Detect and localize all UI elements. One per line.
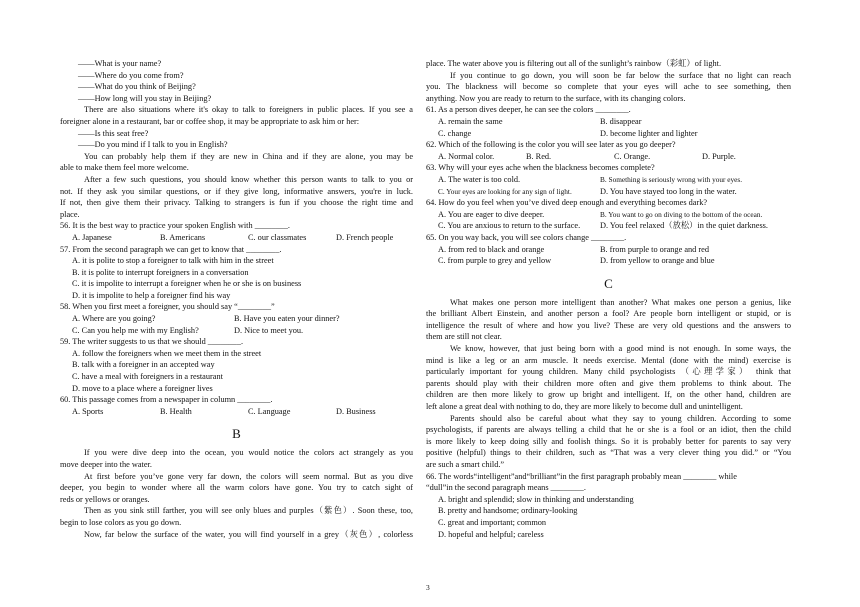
dialog-line: ——What do you think of Beijing?: [78, 82, 196, 92]
options-row: [60, 406, 413, 418]
question-stem: 58. When you first meet a foreigner, you should say “________”: [60, 302, 275, 312]
option: C. Can you help me with my English?: [72, 325, 199, 335]
question-stem: 59. The writer suggests to us that we should ________.: [60, 337, 244, 347]
dialog-line: ——Do you mind if I talk to you in English?: [78, 140, 228, 150]
text-line: Then as you sink still farther, you will see only blues and purples（紫色）. Soon these, too,: [84, 506, 413, 516]
paragraph: [426, 413, 791, 471]
option: C. change: [438, 128, 472, 138]
option: B. You want to go on diving to the bottom of the ocean.: [600, 209, 763, 219]
options-row: [426, 174, 791, 186]
text-line: them are still not clear.: [426, 332, 502, 342]
right-column: [426, 58, 791, 540]
question-60: [60, 394, 413, 417]
text-line: You can probably help them if they are new in China and if they are alone, you may be: [84, 151, 413, 161]
text-line: begin to lose colors as you go down.: [60, 517, 182, 527]
left-column: [60, 58, 413, 540]
question-62: [426, 139, 791, 162]
question-stem: 64. How do you feel when you’ve dived deep enough and everything becomes dark?: [426, 198, 708, 208]
option: B. Red.: [526, 151, 552, 161]
text-line: left alone a great deal with nothing to do, they are more likely to become dull and unintelligent.: [426, 402, 743, 412]
text-line: Parents should also be careful about what they say to young children. According to some: [450, 413, 791, 423]
paragraph: [426, 297, 791, 343]
dialog-seat: [60, 128, 413, 151]
option: D. Business: [336, 406, 376, 416]
options-row: [426, 151, 791, 163]
page-number: 3: [426, 583, 430, 592]
question-56: [60, 220, 413, 243]
text-line: children are then more likely to grow up bright and intelligent. If, on the other hand, children are: [426, 390, 791, 400]
question-stem: “dull”in the second paragraph means ________.: [426, 483, 586, 493]
text-line: If not, then give them their privacy. Talking to strangers is fun if you choose the right time and: [60, 198, 413, 208]
option: B. Americans: [160, 232, 206, 242]
text-line: positive (helpful) things to their children, such as “That was a very clever thing you did.” or “You: [426, 448, 791, 458]
option: D. from yellow to orange and blue: [600, 256, 715, 266]
paragraph: [60, 174, 413, 220]
text-line: place. The water above you is filtering out all of the sunlight’s rainbow（彩虹）of light.: [426, 59, 722, 68]
option: A. from red to black and orange: [438, 244, 545, 254]
text-line: psychologists, if parents are always telling a child that he or she is a fool or an idiot, then the child: [426, 425, 791, 435]
option: B. talk with a foreigner in an accepted way: [72, 360, 215, 370]
option: D. You have stayed too long in the water.: [600, 186, 737, 196]
option: C. it is impolite to interrupt a foreigner when he or she is on business: [72, 279, 302, 289]
options-row: [60, 232, 413, 244]
option: A. Where are you going?: [72, 314, 156, 324]
options-row: [60, 325, 413, 337]
text-line: you. The blackness will become so complete that your eyes will ache to see something, then: [426, 82, 791, 92]
option: A. follow the foreigners when we meet them in the street: [72, 348, 262, 358]
option: A. it is polite to stop a foreigner to talk with him in the street: [72, 256, 274, 266]
section-heading-b: B: [232, 426, 241, 442]
options-row: [426, 220, 791, 232]
option: D. French people: [336, 232, 394, 242]
question-57: [60, 244, 413, 302]
option: C. have a meal with foreigners in a restaurant: [72, 372, 223, 382]
dialog-questions: [60, 58, 413, 104]
text-line: Now, far below the surface of the water, you will find yourself in a grey（灰色）, colorless: [84, 529, 413, 539]
text-line: If you were dive deep into the ocean, you would notice the colors act strangely as you: [84, 448, 413, 458]
text-line: intelligence the result of where and how you live? These are very old questions and the answers to: [426, 320, 791, 330]
section-heading-c: C: [604, 275, 613, 291]
option: D. it is impolite to help a foreigner find his way: [72, 290, 231, 300]
option: C. Language: [248, 406, 291, 416]
text-line: mind is like a leg or an arm muscle. It needs exercise. Mental (done with the mind) exercise is: [426, 355, 791, 365]
option: A. Normal color.: [438, 151, 495, 161]
paragraph: [60, 471, 413, 506]
option: C. You are anxious to return to the surface.: [438, 221, 581, 231]
question-64: [426, 197, 791, 232]
question-stem: 65. On you way back, you will see colors change ________.: [426, 232, 627, 242]
option: B. Something is seriously wrong with your eyes.: [600, 174, 743, 184]
option: B. it is polite to interrupt foreigners in a conversation: [72, 267, 249, 277]
dialog-line: ——What is your name?: [78, 59, 162, 68]
option: D. move to a place where a foreigner lives: [72, 383, 213, 393]
text-line: There are also situations where it's okay to talk to foreigners in public places. If you see a: [84, 105, 413, 115]
paragraph: [60, 104, 413, 127]
question-stem: 61. As a person dives deeper, he can see the colors ________.: [426, 105, 631, 115]
option: A. Sports: [72, 406, 104, 416]
option: A. You are eager to dive deeper.: [438, 209, 545, 219]
option: C. our classmates: [248, 232, 307, 242]
option: D. hopeful and helpful; careless: [438, 529, 544, 539]
option: A. bright and splendid; slow in thinking and understanding: [438, 494, 634, 504]
text-line: not. If they ask you similar questions, or if they give long, informative answers, you're in luck.: [60, 186, 413, 196]
dialog-line: ——How long will you stay in Beijing?: [78, 93, 212, 103]
question-61: [426, 104, 791, 139]
text-line: anything. Now you are ready to return to the surface, with its changing colors.: [426, 93, 686, 103]
option: B. Have you eaten your dinner?: [234, 314, 340, 324]
question-stem: 57. From the second paragraph we can get to know that ________.: [60, 244, 282, 254]
text-line: place.: [60, 209, 80, 219]
paragraph: [60, 151, 413, 174]
option: A. The water is too cold.: [438, 174, 521, 184]
text-line: are such a smart child.”: [426, 460, 505, 469]
question-stem: 56. It is the best way to practice your spoken English with ________.: [60, 221, 290, 231]
text-line: After a few such questions, you should know whether this person wants to talk to you or: [84, 174, 413, 184]
option: B. Health: [160, 406, 192, 416]
text-line: foreigner alone in a restaurant, bar or coffee shop, it may be appropriate to ask him or her:: [60, 116, 360, 126]
option: D. You feel relaxed（放松）in the quiet darkness.: [600, 221, 768, 231]
text-line: At first before you’ve gone very far down, the colors will seem normal. But as you dive: [84, 471, 413, 481]
option: B. from purple to orange and red: [600, 244, 709, 254]
text-line: able to make them feel more welcome.: [60, 163, 189, 173]
option: C. Orange.: [614, 151, 651, 161]
option: D. become lighter and lighter: [600, 128, 698, 138]
text-line: parents should play with their children more often and give them problems to think about. The: [426, 378, 791, 388]
text-line: is more likely to keep doing silly and foolish things. So it is probably better for parents to say very: [426, 436, 791, 446]
options-row: [426, 255, 791, 267]
option: A. remain the same: [438, 116, 503, 126]
option: B. pretty and handsome; ordinary-looking: [438, 506, 578, 516]
text-line: the brilliant Albert Einstein, and another person a fool? Are people born intelligent or stupid, or is: [426, 309, 791, 319]
text-line: move deeper into the water.: [60, 460, 152, 469]
options-row: [426, 128, 791, 140]
options-row: [426, 116, 791, 128]
options-row: [426, 186, 791, 198]
text-line: particularly important for young children. Many child psychologists （心理学家） think that: [426, 367, 791, 377]
text-line: We know, however, that just being born with a good mind is not enough. In some ways, the: [450, 344, 791, 354]
option: C. great and important; common: [438, 517, 547, 527]
option: C. from purple to grey and yellow: [438, 256, 552, 266]
question-stem: 62. Which of the following is the color you will see later as you go deeper?: [426, 140, 676, 150]
paragraph: [60, 529, 413, 541]
question-stem: 66. The words“intelligent”and“brilliant”in the first paragraph probably mean ________ while: [426, 471, 737, 481]
paragraph: [60, 505, 413, 528]
paragraph: [426, 58, 791, 70]
text-line: deeper, you begin to wonder where all the warm colors have gone. You try to catch sight of: [60, 483, 413, 493]
question-66: [426, 471, 791, 541]
paragraph: [426, 70, 791, 105]
options-row: [60, 313, 413, 325]
question-stem: 60. This passage comes from a newspaper in column ________.: [60, 395, 273, 405]
option: B. disappear: [600, 116, 642, 126]
text-line: reds or yellows or oranges.: [60, 494, 150, 504]
paragraph: [426, 343, 791, 413]
question-59: [60, 336, 413, 394]
question-58: [60, 301, 413, 336]
text-line: What makes one person more intelligent than another? What makes one person a genius, like: [450, 297, 791, 307]
question-stem: 63. Why will your eyes ache when the blackness becomes complete?: [426, 163, 655, 173]
question-63: [426, 162, 791, 197]
question-65: [426, 232, 791, 267]
option: C. Your eyes are looking for any sign of light.: [438, 186, 572, 196]
option: D. Purple.: [702, 151, 736, 161]
dialog-line: ——Is this seat free?: [78, 128, 149, 138]
paragraph: [60, 447, 413, 470]
options-row: [426, 209, 791, 221]
text-line: If you continue to go down, you will soon be far below the surface that no light can reach: [450, 70, 791, 80]
dialog-line: ——Where do you come from?: [78, 70, 184, 80]
options-row: [426, 244, 791, 256]
option: D. Nice to meet you.: [234, 325, 304, 335]
option: A. Japanese: [72, 232, 112, 242]
